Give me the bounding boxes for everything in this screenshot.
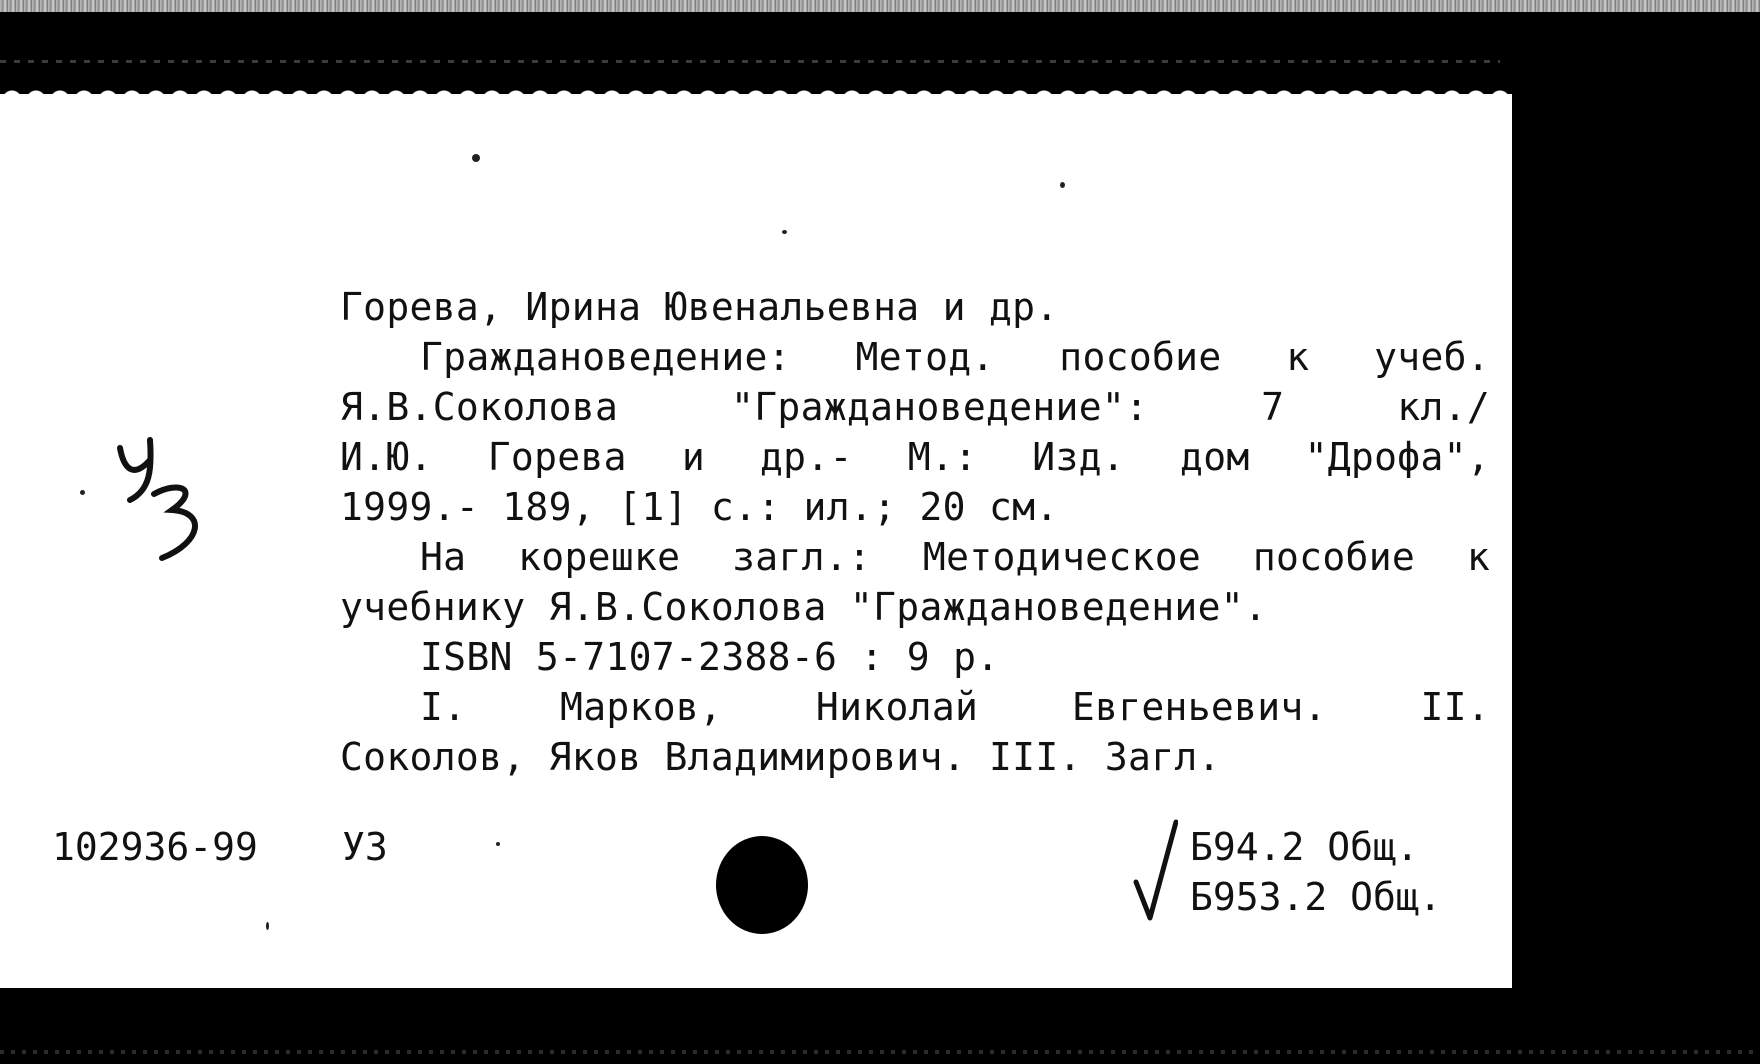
- dust-speck: [80, 490, 85, 495]
- dust-speck: [266, 922, 269, 930]
- author-heading: Горева, Ирина Ювенальевна и др.: [340, 285, 1059, 329]
- tracing-line-2: Соколов, Яков Владимирович. III. Загл.: [340, 735, 1221, 779]
- note-line-1: На корешке загл.: Методическое пособие к: [420, 535, 1490, 579]
- handwritten-mark: [110, 430, 220, 570]
- punch-hole: [716, 836, 808, 934]
- scan-artifact-line: [0, 60, 1500, 63]
- publication-line-1: И.Ю. Горева и др.- М.: Изд. дом "Дрофа",: [340, 435, 1490, 479]
- check-mark-icon: [1132, 818, 1178, 922]
- dust-speck: [472, 154, 480, 162]
- dust-speck: [782, 230, 787, 234]
- inventory-number: 102936-99: [52, 825, 258, 869]
- publication-line-2: 1999.- 189, [1] с.: ил.; 20 см.: [340, 485, 1059, 529]
- title-line-2: Я.В.Соколова "Граждановедение": 7 кл./: [340, 385, 1490, 429]
- note-line-2: учебнику Я.В.Соколова "Граждановедение".: [340, 585, 1268, 629]
- scan-bottom-noise: [0, 1050, 1760, 1054]
- classification-codes: [1190, 822, 1442, 922]
- sigla-code: УЗ: [342, 825, 388, 869]
- dust-speck: [496, 842, 500, 846]
- dust-speck: [1060, 182, 1065, 188]
- scan-top-band: [0, 0, 1760, 12]
- title-line-1: Граждановедение: Метод. пособие к учеб.: [420, 335, 1490, 379]
- classification-code: Б94.2 Общ.: [1190, 825, 1419, 869]
- classification-code: Б953.2 Общ.: [1190, 875, 1442, 919]
- bibliographic-record: [340, 282, 1490, 782]
- tracing-line-1: I. Марков, Николай Евгеньевич. II.: [420, 685, 1490, 729]
- isbn-line: ISBN 5-7107-2388-6 : 9 р.: [420, 635, 1000, 679]
